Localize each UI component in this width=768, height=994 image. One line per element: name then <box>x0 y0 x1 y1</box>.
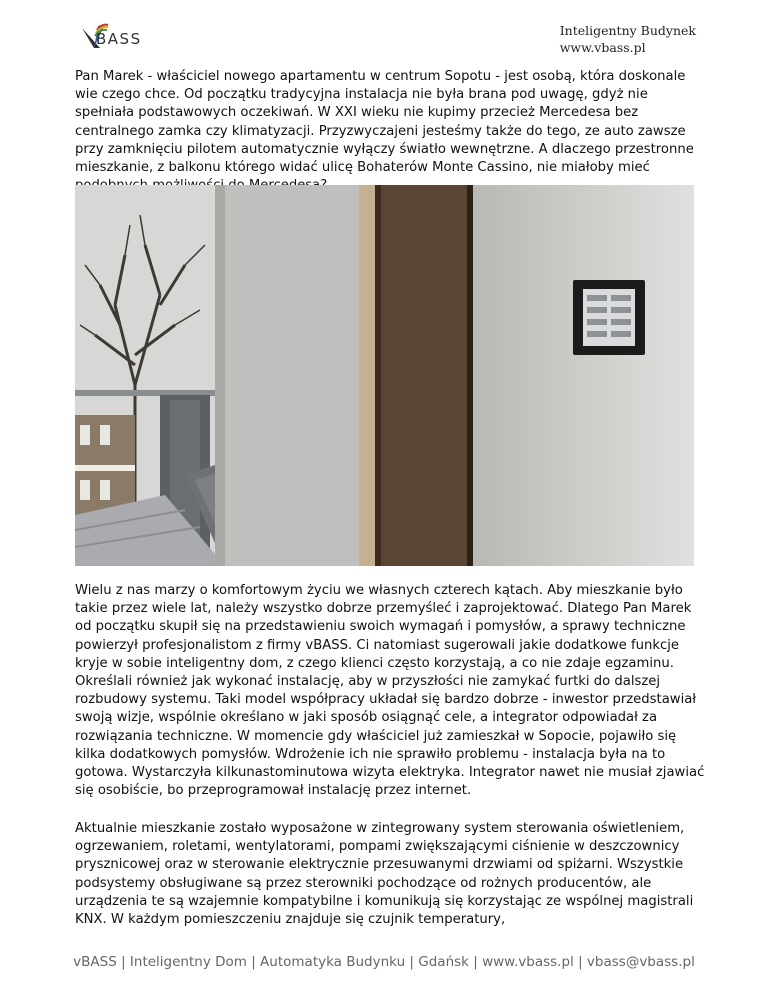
logo-text: BASS <box>96 30 142 48</box>
cooperation-paragraph: Wielu z nas marzy o komfortowym życiu we własnych czterech kątach. Aby mieszkanie było takie przez wiele lat, należy wszystko dobrze przemyśleć i zaprojektować. Dlatego Pan Marek od początku skupił się na przedstawieniu swoich wymagań i pomysłów, a sprawy techniczne powierzył profesjonalistom z firmy vBASS. Ci natomiast sugerowali jakie dodatkowe funkcje kryje w sobie inteligentny dom, z czego klienci często korzystają, a co nie zdaje egzaminu. Określali również jak wykonać instalację, aby w przyszłości nie zamykać furtki do dalszej rozbudowy systemu. Taki model współpracy układał się bardzo dobrze - inwestor przedstawiał swoją wizje, wspólnie określano w jaki sposób osiągnąć cele, a integrator odpowiadał za rozwiązania techniczne. W momencie gdy właściciel już zamieszkał w Sopocie, pojawiło się kilka dodatkowych pomysłów. Wdrożenie ich nie sprawiło problemu - instalacja była na to gotowa. Wystarczyła kilkunastominutowa wizyta elektryka. Integrator nawet nie musiał zjawiać się osobiście, bo przeprogramował instalację przez internet. <box>75 583 705 799</box>
intro-paragraph: Pan Marek - właściciel nowego apartamentu w centrum Sopotu - jest osobą, która doskonale wie czego chce. Od początku tradycyjna instalacja nie była brana pod uwagę, gdyż nie spełniała podstawowych oczekiwań. W XXI wieku nie kupimy przecież Mercedesa bez centralnego zamka czy klimatyzacji. Przyzwyczajeni jesteśmy także do tego, ze auto zawsze przy zamknięciu pilotem automatycznie wyłączy światło wewnętrzne. A dlaczego przestronne mieszkanie, z balkonu którego widać ulicę Bohaterów Monte Cassino, nie miałoby mieć <box>75 69 694 176</box>
header-company: Inteligentny Budynek <box>559 23 696 38</box>
page-footer: vBASS | Inteligentny Dom | Automatyka Budynku | Gdańsk | www.vbass.pl | vbass@vbass.pl <box>73 954 695 970</box>
header-url: www.vbass.pl <box>559 40 646 55</box>
apartment-photo <box>75 185 694 566</box>
equipment-paragraph: Aktualnie mieszkanie zostało wyposażone w zintegrowany system sterowania oświetleniem, ogrzewaniem, roletami, wentylatorami, pompami zwiększającymi ciśnienie w deszczownicy prysznicowej oraz w sterowanie elektrycznie przesuwanymi drzwiami od spiżarni. Wszystkie podsystemy obsługiwane są przez sterowniki pochodzące od rożnych producentów, ale urządzenia te są wzajemnie kompatybilne i komunikują się korzystając ze wspólnej magistrali KNX. W każdym pomieszczeniu znajduje się czujnik temperatury, <box>75 821 694 928</box>
balcony-photo-illustration <box>75 185 694 566</box>
header-info <box>560 22 696 56</box>
